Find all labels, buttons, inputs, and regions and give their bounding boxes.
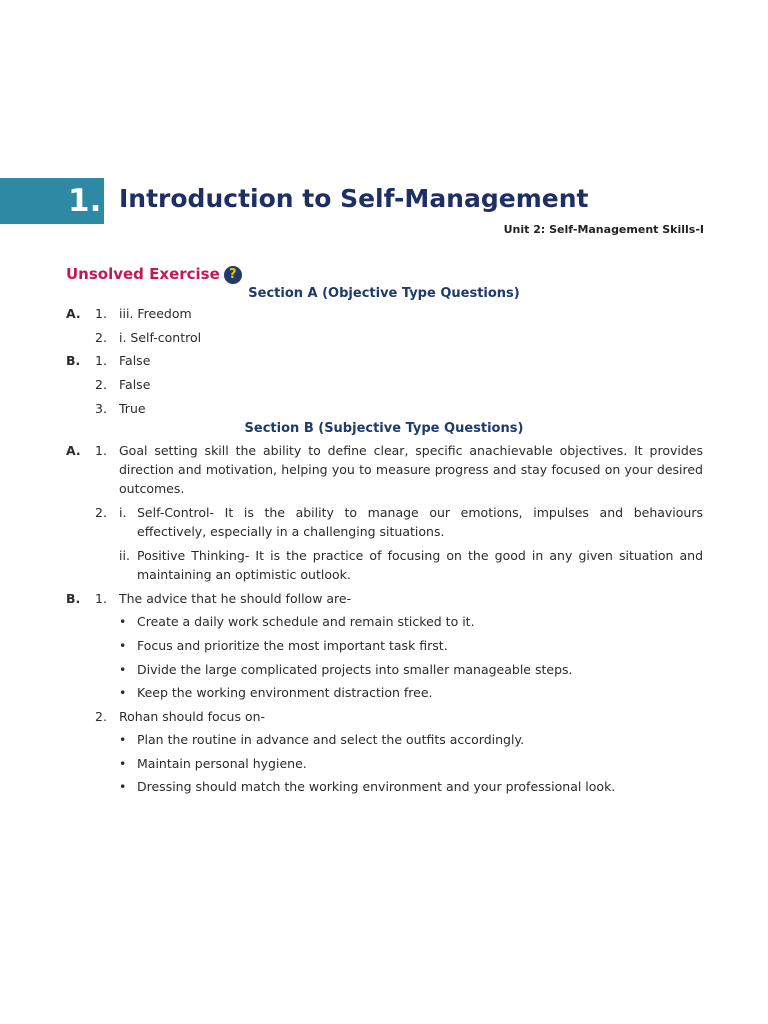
sub-item-number: i. — [119, 505, 127, 520]
list-item-text: iii. Freedom — [119, 306, 192, 321]
list-item-text: Rohan should focus on- — [119, 709, 266, 724]
sub-item-text: Positive Thinking- It is the practice of focusing on the good in any given situation and maintaining an optimistic outlook. — [137, 548, 703, 582]
bullet-icon: • — [119, 779, 127, 794]
list-item-number: 1. — [95, 443, 107, 458]
bullet-icon: • — [119, 638, 127, 653]
list-item-text: False — [119, 353, 151, 368]
bullet-item: Maintain personal hygiene. — [137, 756, 307, 771]
bullet-item: Focus and prioritize the most important task first. — [137, 638, 448, 653]
list-item-number: 2. — [95, 709, 107, 724]
bullet-icon: • — [119, 732, 127, 747]
bullet-icon: • — [119, 662, 127, 677]
section-b-letter-a: A. — [66, 443, 81, 458]
bullet-item: Create a daily work schedule and remain sticked to it. — [137, 614, 475, 629]
bullet-item: Plan the routine in advance and select the outfits accordingly. — [137, 732, 525, 747]
answer-paragraph: Goal setting skill the ability to define clear, specific anachievable objectives. It provides direction and motivation, helping you to measure progress and stay focused on your desired outcomes. — [119, 443, 703, 496]
list-item-number: 3. — [95, 401, 107, 416]
list-item-text: The advice that he should follow are- — [119, 591, 352, 606]
bullet-item: Dressing should match the working environment and your professional look. — [137, 779, 616, 794]
section-b-heading: Section B (Subjective Type Questions) — [244, 421, 524, 436]
sub-item-number: ii. — [119, 548, 130, 563]
bullet-icon: • — [119, 614, 127, 629]
unit-label: Unit 2: Self-Management Skills-I — [503, 223, 704, 236]
bullet-icon: • — [119, 685, 127, 700]
list-item-number: 1. — [95, 353, 107, 368]
chapter-title: Introduction to Self-Management — [119, 184, 589, 213]
bullet-item: Keep the working environment distraction free. — [137, 685, 433, 700]
list-item-number: 2. — [95, 377, 107, 392]
list-item-text: True — [119, 401, 146, 416]
list-item-number: 2. — [95, 505, 107, 520]
list-item-number: 1. — [95, 591, 107, 606]
exercise-title: Unsolved Exercise — [66, 265, 220, 283]
section-b-letter-b: B. — [66, 591, 81, 606]
exercise-heading — [66, 265, 242, 284]
chapter-number: 1. — [68, 183, 102, 219]
section-a-letter-b: B. — [66, 353, 81, 368]
question-mark-icon: ? — [224, 266, 242, 284]
bullet-icon: • — [119, 756, 127, 771]
list-item-text: False — [119, 377, 151, 392]
sub-item-text: Self-Control- It is the ability to manage our emotions, impulses and behaviours effectively, especially in a challenging situations. — [137, 505, 703, 539]
list-item-number: 1. — [95, 306, 107, 321]
list-item-text: i. Self-control — [119, 330, 202, 345]
bullet-item: Divide the large complicated projects into smaller manageable steps. — [137, 662, 573, 677]
section-a-letter-a: A. — [66, 306, 81, 321]
list-item-number: 2. — [95, 330, 107, 345]
section-a-heading: Section A (Objective Type Questions) — [248, 286, 520, 301]
